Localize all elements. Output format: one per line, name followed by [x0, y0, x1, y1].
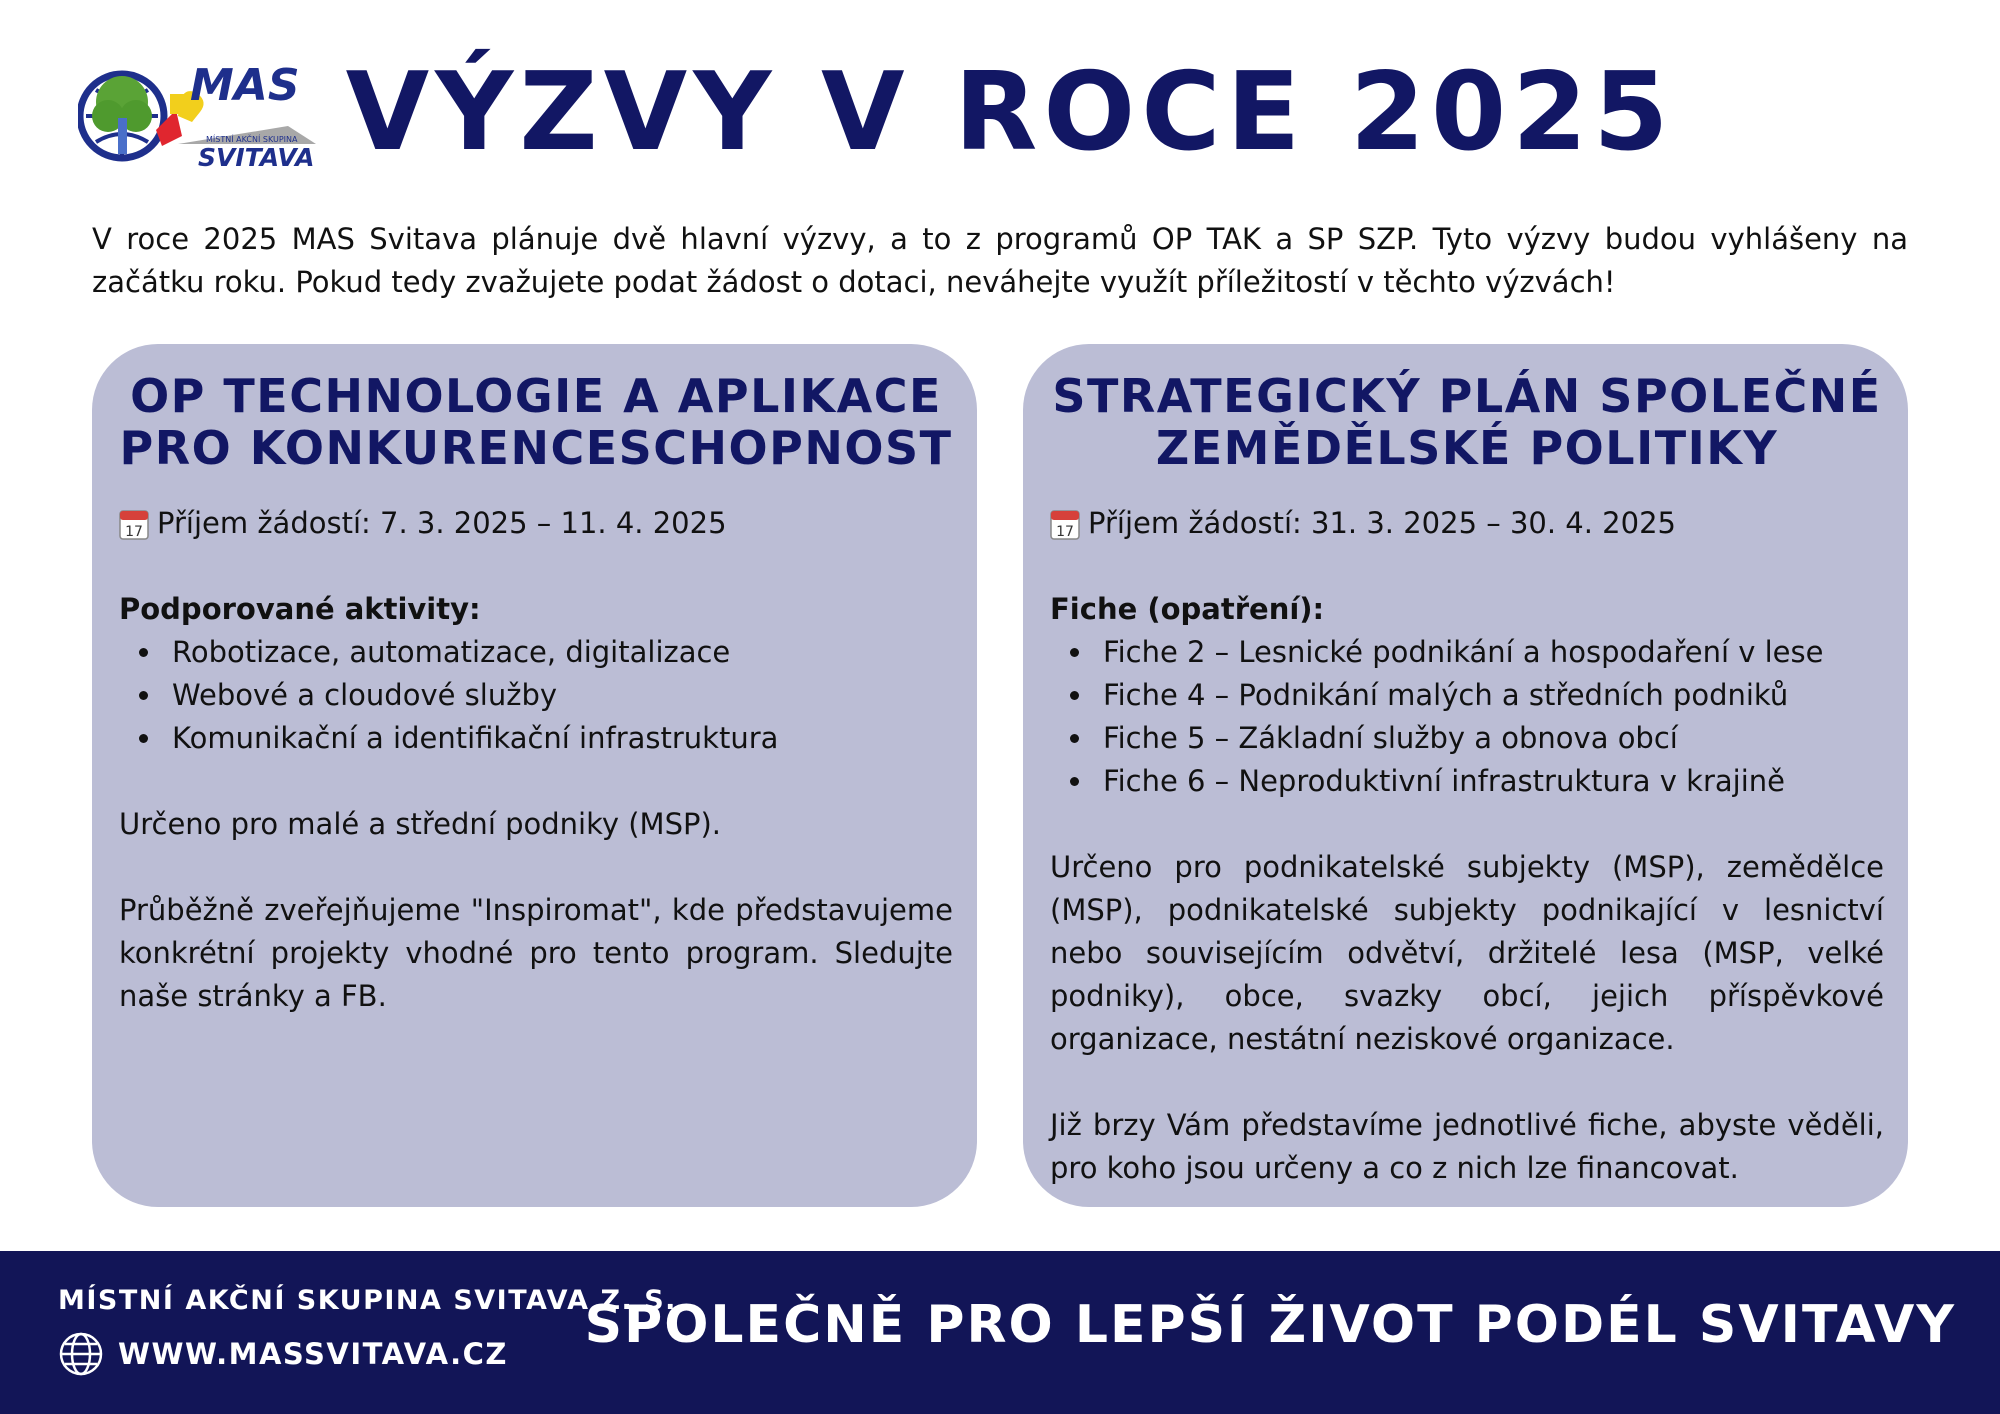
footer — [0, 1251, 2000, 1414]
target-group-text: Určeno pro podnikatelské subjekty (MSP), zemědělce (MSP), podnikatelské subjekty podnikající v lesnictví nebo souvisejícím odvětví, držitelé lesa (MSP, velké podniky), obce, svazky obcí, jejich příspěvkové organizace, nestátní neziskové organizace. — [1050, 850, 1884, 1056]
op-tak-card — [92, 344, 977, 1207]
target-group-text: Určeno pro malé a střední podniky (MSP). — [119, 807, 721, 841]
sp-szp-card — [1023, 344, 1908, 1207]
svg-text:17: 17 — [125, 523, 143, 540]
card-title — [1050, 370, 1884, 474]
list-item: Webové a cloudové služby — [119, 674, 953, 717]
activities-heading: Podporované aktivity: — [119, 592, 481, 626]
card-title — [119, 370, 953, 474]
list-item: Fiche 5 – Základní služby a obnova obcí — [1050, 717, 1884, 760]
page-title: VÝZVY V ROCE 2025 — [345, 50, 1675, 175]
fiche-heading: Fiche (opatření): — [1050, 592, 1325, 626]
activities-list — [119, 631, 953, 760]
inspiromat-text: Průběžně zveřejňujeme "Inspiromat", kde představujeme konkrétní projekty vhodné pro tento program. Sledujte naše stránky a FB. — [119, 893, 953, 1013]
list-item: Fiche 6 – Neproduktivní infrastruktura v krajině — [1050, 760, 1884, 803]
card-title-line: ZEMĚDĚLSKÉ POLITIKY — [1155, 421, 1779, 475]
list-item: Fiche 4 – Podnikání malých a středních podniků — [1050, 674, 1884, 717]
calendar-icon — [119, 508, 149, 540]
logo-text-bottom: SVITAVA — [198, 143, 315, 170]
application-dates — [1050, 502, 1884, 545]
globe-icon — [58, 1331, 104, 1377]
application-dates-text: Příjem žádostí: 31. 3. 2025 – 30. 4. 2025 — [1088, 506, 1676, 540]
fiche-list — [1050, 631, 1884, 803]
card-body — [1050, 502, 1884, 1190]
application-dates-text: Příjem žádostí: 7. 3. 2025 – 11. 4. 2025 — [157, 506, 727, 540]
svg-text:17: 17 — [1056, 523, 1074, 540]
card-title-line: OP TECHNOLOGIE A APLIKACE — [130, 369, 942, 423]
website-link[interactable] — [58, 1331, 508, 1377]
card-body — [119, 502, 953, 1018]
upcoming-text: Již brzy Vám představíme jednotlivé fiche, abyste věděli, pro koho jsou určeny a co z nich lze financovat. — [1050, 1108, 1884, 1185]
list-item: Robotizace, automatizace, digitalizace — [119, 631, 953, 674]
logo-text-small: MÍSTNÍ AKČNÍ SKUPINA — [206, 135, 298, 144]
list-item: Fiche 2 – Lesnické podnikání a hospodaření v lese — [1050, 631, 1884, 674]
website-text[interactable]: WWW.MASSVITAVA.CZ — [118, 1337, 508, 1371]
organization-name: MÍSTNÍ AKČNÍ SKUPINA SVITAVA Z. S. — [58, 1285, 677, 1316]
card-title-line: PRO KONKURENCESCHOPNOST — [119, 421, 953, 475]
card-title-line: STRATEGICKÝ PLÁN SPOLEČNÉ — [1052, 369, 1882, 423]
list-item: Komunikační a identifikační infrastruktura — [119, 717, 953, 760]
application-dates — [119, 502, 953, 545]
calendar-icon — [1050, 508, 1080, 540]
intro-text: V roce 2025 MAS Svitava plánuje dvě hlavní výzvy, a to z programů OP TAK a SP SZP. Tyto výzvy budou vyhlášeny na začátku roku. Pokud tedy zvažujete podat žádost o dotaci, neváhejte využít příležitostí v těchto výzvách! — [92, 222, 1908, 299]
slogan: SPOLEČNĚ PRO LEPŠÍ ŽIVOT PODÉL SVITAVY — [584, 1295, 1956, 1355]
logo-text-top: MAS — [190, 60, 300, 111]
